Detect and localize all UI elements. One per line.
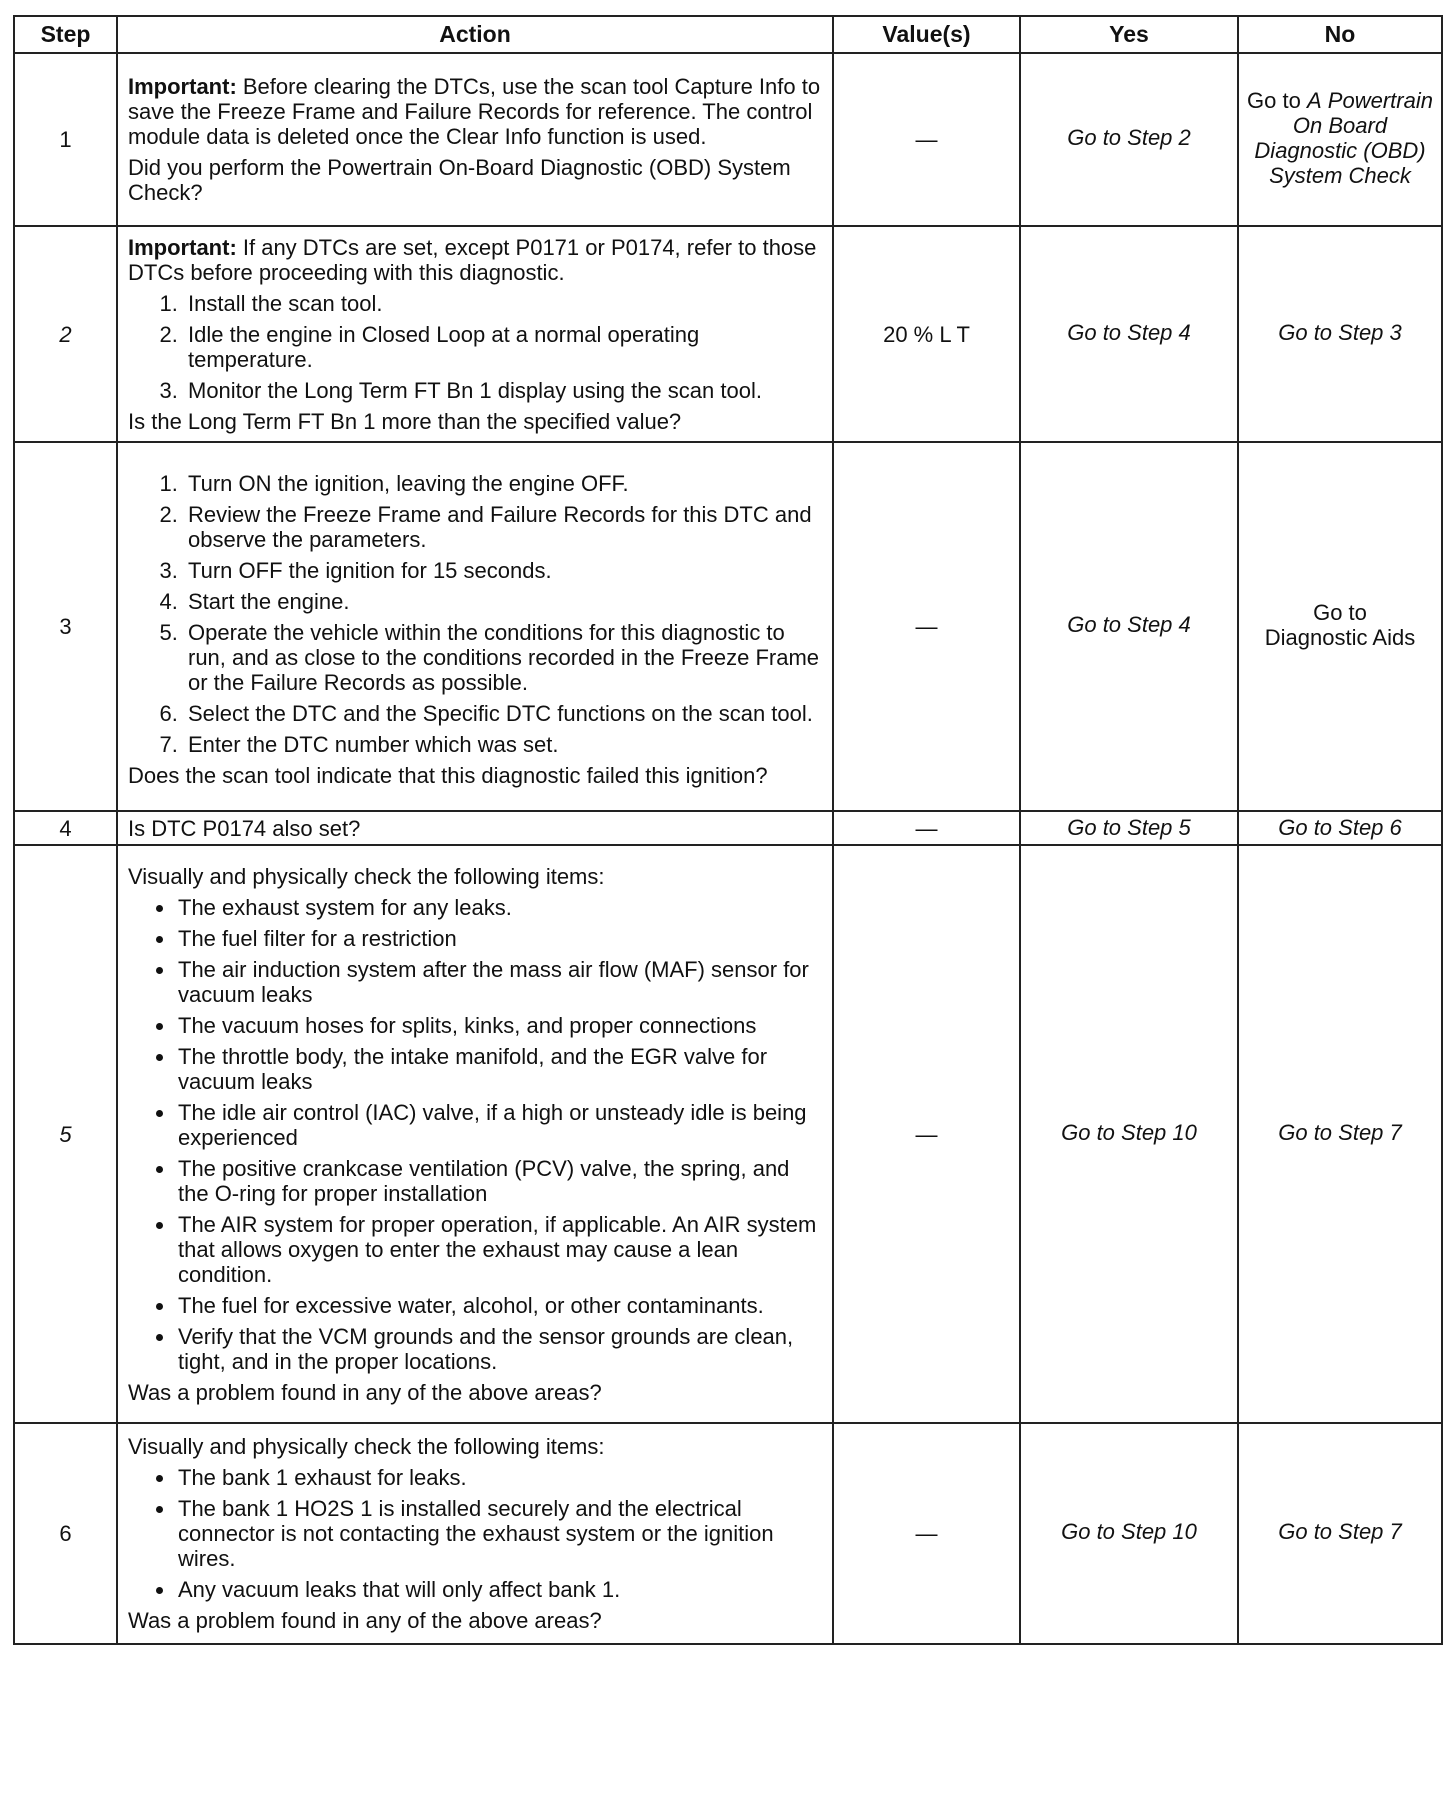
list-item: • The fuel for excessive water, alcohol, or other contaminants. <box>176 1293 824 1318</box>
step-number: 4 <box>14 811 117 845</box>
list-item: • The positive crankcase ventilation (PCV) valve, the spring, and the O-ring for proper installation <box>176 1156 824 1206</box>
intro-text: Visually and physically check the following items: <box>128 863 605 889</box>
list-item: • The fuel filter for a restriction <box>176 926 824 951</box>
action-cell <box>117 226 833 442</box>
no-link-italic-title: Powertrain On Board Diagnostic (OBD) System Check <box>1254 87 1433 188</box>
header-action: Action <box>117 16 833 53</box>
list-item: • The air induction system after the mass air flow (MAF) sensor for vacuum leaks <box>176 957 824 1007</box>
action-cell <box>117 811 833 845</box>
header-yes: Yes <box>1020 16 1238 53</box>
table-row <box>14 442 1442 811</box>
intro-text: Visually and physically check the following items: <box>128 1434 605 1459</box>
important-label: Important: <box>128 74 237 99</box>
step-number: 3 <box>14 442 117 811</box>
no-link-prefix: Go to <box>1247 87 1307 113</box>
no-link-line1: Go to <box>1313 599 1367 625</box>
list-item: 7. Enter the DTC number which was set. <box>184 732 824 757</box>
numbered-steps <box>128 291 824 403</box>
important-note <box>128 235 824 285</box>
list-item: • The bank 1 exhaust for leaks. <box>176 1465 824 1490</box>
step-number: 2 <box>14 226 117 442</box>
list-item: • The vacuum hoses for splits, kinks, and proper connections <box>176 1013 824 1038</box>
value-text: — <box>915 614 938 639</box>
list-item: 5. Operate the vehicle within the conditions for this diagnostic to run, and as close to the conditions recorded in the Freeze Frame or the Failure Records as possible. <box>184 620 824 695</box>
value-text: — <box>915 127 938 152</box>
important-note <box>128 74 824 149</box>
important-text: If any DTCs are set, except P0171 or P0174, refer to those DTCs before proceeding with this diagnostic. <box>128 234 817 285</box>
value-cell <box>833 442 1020 811</box>
no-link-italic-a: A <box>1306 87 1322 113</box>
list-item: 3. Turn OFF the ignition for 15 seconds. <box>184 558 824 583</box>
check-list <box>128 895 824 1374</box>
yes-link[interactable]: Go to Step 10 <box>1020 845 1238 1423</box>
list-item: • The bank 1 HO2S 1 is installed securely and the electrical connector is not contacting the exhaust system or the ignition wires. <box>176 1496 824 1571</box>
no-link[interactable] <box>1238 442 1442 811</box>
table-row <box>14 845 1442 1423</box>
list-item: • Any vacuum leaks that will only affect bank 1. <box>176 1577 824 1602</box>
no-link[interactable]: Go to Step 7 <box>1238 845 1442 1423</box>
value-cell <box>833 1423 1020 1644</box>
list-item: 1. Turn ON the ignition, leaving the engine OFF. <box>184 471 824 496</box>
header-no: No <box>1238 16 1442 53</box>
no-link[interactable]: Go to Step 7 <box>1238 1423 1442 1644</box>
action-cell <box>117 53 833 226</box>
header-values: Value(s) <box>833 16 1020 53</box>
value-text: — <box>915 1521 938 1546</box>
list-item: • The throttle body, the intake manifold, and the EGR valve for vacuum leaks <box>176 1044 824 1094</box>
list-item: 3. Monitor the Long Term FT Bn 1 display using the scan tool. <box>184 378 824 403</box>
table-row <box>14 226 1442 442</box>
list-item: • The AIR system for proper operation, if applicable. An AIR system that allows oxygen to enter the exhaust may cause a lean condition. <box>176 1212 824 1287</box>
numbered-steps <box>128 471 824 757</box>
table-row <box>14 811 1442 845</box>
table-row <box>14 53 1442 226</box>
check-list <box>128 1465 824 1602</box>
no-link[interactable] <box>1238 53 1442 226</box>
value-cell <box>833 845 1020 1423</box>
action-cell <box>117 1423 833 1644</box>
value-text: — <box>915 815 938 841</box>
list-item: • The idle air control (IAC) valve, if a high or unsteady idle is being experienced <box>176 1100 824 1150</box>
question-text: Did you perform the Powertrain On-Board Diagnostic (OBD) System Check? <box>128 155 791 205</box>
no-link[interactable]: Go to Step 3 <box>1238 226 1442 442</box>
question-text: Was a problem found in any of the above areas? <box>128 1608 602 1633</box>
question-text: Is the Long Term FT Bn 1 more than the specified value? <box>128 408 682 434</box>
list-item: • Verify that the VCM grounds and the sensor grounds are clean, tight, and in the proper locations. <box>176 1324 824 1374</box>
header-step: Step <box>14 16 117 53</box>
action-cell <box>117 442 833 811</box>
question-text: Was a problem found in any of the above areas? <box>128 1379 602 1405</box>
step-number: 1 <box>14 53 117 226</box>
important-label: Important: <box>128 234 237 260</box>
important-text: Before clearing the DTCs, use the scan tool Capture Info to save the Freeze Frame and Failure Records for reference. The control module data is deleted once the Clear Info function is used. <box>128 74 821 149</box>
action-cell <box>117 845 833 1423</box>
list-item: 1. Install the scan tool. <box>184 291 824 316</box>
value-cell <box>833 226 1020 442</box>
yes-link[interactable]: Go to Step 10 <box>1020 1423 1238 1644</box>
yes-link[interactable]: Go to Step 5 <box>1020 811 1238 845</box>
list-item: 6. Select the DTC and the Specific DTC functions on the scan tool. <box>184 701 824 726</box>
list-item: 2. Idle the engine in Closed Loop at a normal operating temperature. <box>184 322 824 372</box>
yes-link[interactable]: Go to Step 4 <box>1020 442 1238 811</box>
yes-link[interactable]: Go to Step 4 <box>1020 226 1238 442</box>
list-item: 2. Review the Freeze Frame and Failure Records for this DTC and observe the parameters. <box>184 502 824 552</box>
table-row <box>14 1423 1442 1644</box>
list-item: • The exhaust system for any leaks. <box>176 895 824 920</box>
header-row <box>14 16 1442 53</box>
step-number: 6 <box>14 1423 117 1644</box>
value-text: 20 % L T <box>883 321 970 347</box>
yes-link[interactable]: Go to Step 2 <box>1020 53 1238 226</box>
diagnostic-table <box>13 15 1443 1645</box>
value-cell <box>833 53 1020 226</box>
no-link[interactable]: Go to Step 6 <box>1238 811 1442 845</box>
no-link-line2: Diagnostic Aids <box>1264 624 1416 650</box>
value-cell <box>833 811 1020 845</box>
question-text: Is DTC P0174 also set? <box>128 815 361 841</box>
list-item: 4. Start the engine. <box>184 589 824 614</box>
step-number: 5 <box>14 845 117 1423</box>
value-text: — <box>915 1121 938 1147</box>
question-text: Does the scan tool indicate that this diagnostic failed this ignition? <box>128 763 768 788</box>
